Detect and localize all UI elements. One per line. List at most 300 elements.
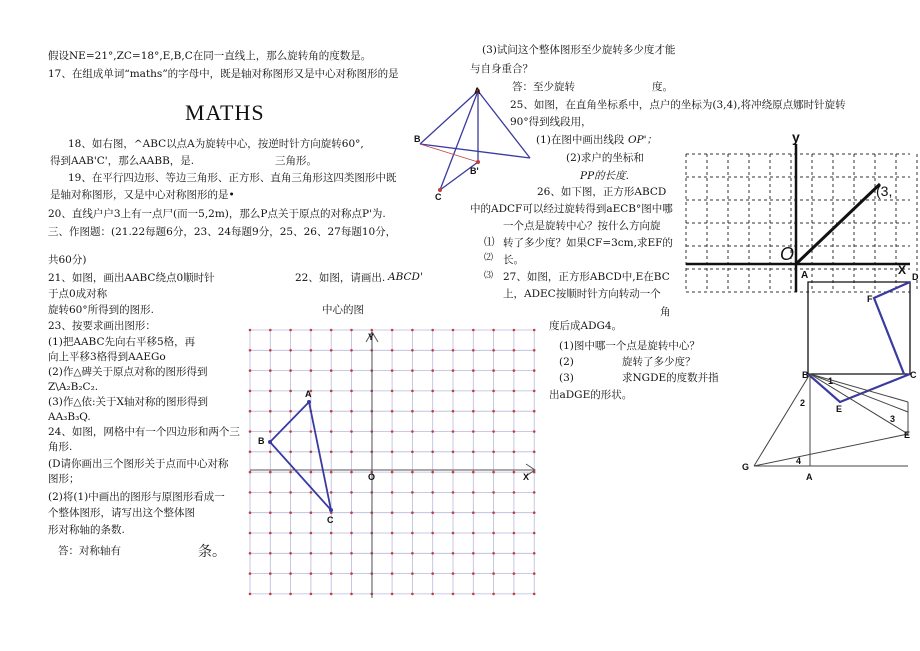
question-21-line2: 于点0成对称 bbox=[48, 288, 108, 300]
question-18-line2: 得到AAB'C'，那么AABB，是. bbox=[50, 155, 195, 167]
grid-dot bbox=[492, 552, 495, 555]
grid-dot bbox=[472, 471, 475, 474]
grid-dot bbox=[249, 451, 252, 454]
question-25-1-var: OP'； bbox=[628, 134, 658, 146]
grid-dot bbox=[350, 451, 353, 454]
grid-dot bbox=[330, 349, 333, 352]
grid-dot bbox=[533, 390, 536, 393]
grid-dot bbox=[289, 349, 292, 352]
grid-dot bbox=[492, 451, 495, 454]
label-x: X bbox=[898, 263, 907, 277]
grid-dot bbox=[411, 511, 414, 514]
question-24: 24、如图，网格中有一个四边形和两个三 bbox=[48, 426, 240, 438]
grid-dot bbox=[289, 552, 292, 555]
grid-dot bbox=[269, 552, 272, 555]
grid-dot bbox=[513, 491, 516, 494]
grid-dot bbox=[310, 451, 313, 454]
grid-dot bbox=[452, 552, 455, 555]
label-b: B bbox=[802, 370, 809, 380]
grid-dot bbox=[513, 532, 516, 535]
grid-dot bbox=[452, 593, 455, 596]
figure-23-grid bbox=[250, 330, 540, 602]
grid-dot bbox=[289, 491, 292, 494]
grid-dot bbox=[513, 593, 516, 596]
grid-dot bbox=[350, 491, 353, 494]
grid-dot bbox=[533, 511, 536, 514]
question-26d: 转了多少度？如果CF=3cm,求EF的 bbox=[503, 237, 673, 249]
label-a: A bbox=[801, 270, 809, 281]
grid-dot bbox=[411, 532, 414, 535]
grid-dot bbox=[472, 572, 475, 575]
label-a: A bbox=[806, 472, 813, 482]
answer-axes: 答：对称轴有 bbox=[58, 545, 121, 557]
grid-dot bbox=[330, 451, 333, 454]
grid-dot bbox=[310, 369, 313, 372]
grid-dot bbox=[289, 329, 292, 332]
grid-dot bbox=[533, 329, 536, 332]
grid-dot bbox=[533, 552, 536, 555]
grid-dot bbox=[533, 410, 536, 413]
grid-dot bbox=[269, 451, 272, 454]
grid-dot bbox=[269, 593, 272, 596]
label-e: E bbox=[904, 430, 911, 440]
grid-dot bbox=[350, 532, 353, 535]
label-o: O bbox=[780, 244, 795, 264]
grid-dot bbox=[472, 349, 475, 352]
grid-dot bbox=[431, 369, 434, 372]
grid-dot bbox=[350, 349, 353, 352]
grid-dot bbox=[452, 471, 455, 474]
grid-dot bbox=[472, 410, 475, 413]
grid-dot bbox=[452, 451, 455, 454]
grid-dot bbox=[492, 471, 495, 474]
grid-dot bbox=[492, 430, 495, 433]
grid-dot bbox=[452, 349, 455, 352]
grid-dot bbox=[289, 532, 292, 535]
grid-dot bbox=[330, 532, 333, 535]
grid-dot bbox=[513, 390, 516, 393]
grid-dot bbox=[330, 390, 333, 393]
point-b bbox=[268, 440, 272, 444]
question-27-3b: 出aDGE的形状。 bbox=[549, 389, 633, 401]
grid-dot bbox=[411, 349, 414, 352]
grid-dot bbox=[513, 329, 516, 332]
grid-dot bbox=[513, 451, 516, 454]
question-27b: 上，ADEC按顺时针方向转动一个 bbox=[503, 288, 661, 300]
grid-dot bbox=[249, 369, 252, 372]
grid-dot bbox=[411, 593, 414, 596]
grid-dot bbox=[472, 329, 475, 332]
grid-dot bbox=[431, 349, 434, 352]
grid-dot bbox=[310, 329, 313, 332]
grid-dot bbox=[391, 593, 394, 596]
grid-dot bbox=[411, 572, 414, 575]
label-o: O bbox=[368, 472, 376, 482]
grid-dot bbox=[310, 511, 313, 514]
question-27: 27、如图，正方形ABCD中,E在BC bbox=[503, 271, 670, 283]
question-18: 18、如右图，^ABC以点A为旋转中心，按逆时针方向旋转60°, bbox=[68, 138, 364, 150]
label-p: (3, bbox=[876, 183, 893, 199]
question-22-abcd: ABCD' bbox=[388, 271, 423, 283]
question-27c: 角 bbox=[660, 306, 671, 318]
grid-dot bbox=[310, 491, 313, 494]
grid-dot bbox=[310, 552, 313, 555]
grid-dot bbox=[472, 552, 475, 555]
label-e: E bbox=[836, 404, 843, 414]
answer-degree: 度。 bbox=[652, 81, 673, 93]
grid-dot bbox=[310, 532, 313, 535]
grid-dot bbox=[411, 369, 414, 372]
label-x: X bbox=[523, 472, 530, 482]
grid-dot bbox=[513, 572, 516, 575]
grid-dot bbox=[492, 593, 495, 596]
grid-dot bbox=[391, 349, 394, 352]
question-23-3: (3)作△依:关于X轴对称的图形得到 bbox=[48, 396, 208, 408]
grid-dot bbox=[391, 430, 394, 433]
grid-dot bbox=[350, 593, 353, 596]
edge-d-c2 bbox=[810, 374, 908, 412]
label-a: A bbox=[305, 389, 312, 399]
square-abcd bbox=[808, 282, 910, 374]
maths-word: MATHS bbox=[185, 100, 265, 125]
grid-dot bbox=[472, 369, 475, 372]
question-24-1b: 图形； bbox=[48, 473, 80, 485]
grid-dot bbox=[249, 511, 252, 514]
label-2: 2 bbox=[800, 398, 806, 408]
edge-a-b bbox=[420, 91, 478, 144]
grid-dot bbox=[269, 410, 272, 413]
grid-dot bbox=[249, 329, 252, 332]
question-23-1: (1)把AABC先向右平移5格，再 bbox=[48, 336, 196, 348]
question-27-2-num: (2) bbox=[559, 356, 574, 368]
edge-b-e bbox=[420, 144, 530, 158]
grid-dot bbox=[269, 471, 272, 474]
grid-dot bbox=[269, 532, 272, 535]
grid-dot bbox=[492, 349, 495, 352]
question-23-1b: 向上平移3格得到AAEGo bbox=[48, 351, 166, 363]
grid-dot bbox=[391, 451, 394, 454]
label-c: C bbox=[435, 192, 442, 202]
question-25b: 90°得到线段用， bbox=[510, 116, 592, 128]
question-27-2: 旋转了多少度？ bbox=[622, 356, 696, 368]
num-2: ⑵ bbox=[484, 253, 494, 263]
grid-dot bbox=[533, 593, 536, 596]
answer-rotate: 答：至少旋转 bbox=[512, 81, 575, 93]
grid-dot bbox=[431, 593, 434, 596]
grid-dot bbox=[269, 491, 272, 494]
question-23: 23、按要求画出图形： bbox=[48, 320, 156, 332]
label-y: Y bbox=[368, 332, 375, 342]
text-line: 假设NE=21°,ZC=18°,E,B,C在同一直线上，那么旋转角的度数是。 bbox=[48, 50, 372, 62]
question-25: 25、如图，在直角坐标系中，点户的坐标为(3,4),将冲绕原点娜时针旋转 bbox=[510, 99, 846, 111]
grid-dot bbox=[431, 451, 434, 454]
label-c: C bbox=[327, 515, 334, 525]
grid-dot bbox=[452, 572, 455, 575]
question-24-2: (2)将(1)中画出的图形与原图形看成一 bbox=[48, 491, 225, 503]
grid-lines bbox=[249, 329, 536, 596]
question-21-line3: 旋转60°所得到的图形. bbox=[48, 304, 154, 316]
label-b: B bbox=[258, 436, 265, 446]
axes bbox=[686, 144, 910, 292]
label-b1: B' bbox=[470, 166, 479, 176]
grid-dot bbox=[492, 369, 495, 372]
grid-dot bbox=[411, 329, 414, 332]
answer-unit: 条。 bbox=[198, 544, 226, 560]
grid-dot bbox=[513, 430, 516, 433]
grid-dot bbox=[533, 532, 536, 535]
grid-dot bbox=[249, 593, 252, 596]
question-20: 20、直线户户3上有一点尸(而一5,2m)，那么P点关于原点的对称点P'为. bbox=[48, 208, 386, 220]
grid-dot bbox=[289, 593, 292, 596]
grid-dot bbox=[492, 410, 495, 413]
grid-dot bbox=[492, 491, 495, 494]
label-b: B bbox=[414, 134, 421, 144]
grid-dot bbox=[431, 390, 434, 393]
grid-dot bbox=[411, 552, 414, 555]
grid-dot bbox=[249, 349, 252, 352]
grid-dot bbox=[371, 329, 374, 332]
grid-dot bbox=[330, 572, 333, 575]
grid-dot bbox=[289, 369, 292, 372]
grid-dot bbox=[431, 410, 434, 413]
grid-dot bbox=[330, 593, 333, 596]
grid-dot bbox=[249, 572, 252, 575]
grid-dot bbox=[391, 572, 394, 575]
grid-dot bbox=[249, 491, 252, 494]
grid-dot bbox=[452, 369, 455, 372]
question-22-line2: 中心的图 bbox=[322, 304, 364, 316]
section-3-title: 三、作图题：(21.22每题6分，23、24每题9分，25、26、27每题10分， bbox=[48, 226, 397, 238]
label-y: y bbox=[792, 129, 800, 145]
grid-dot bbox=[350, 572, 353, 575]
grid-dot bbox=[533, 369, 536, 372]
grid-dot bbox=[533, 572, 536, 575]
edge-b-b1 bbox=[420, 144, 478, 162]
grid-dot bbox=[431, 511, 434, 514]
label-g: G bbox=[742, 462, 750, 472]
grid-dot bbox=[452, 511, 455, 514]
grid-dot bbox=[431, 430, 434, 433]
grid-dot bbox=[269, 349, 272, 352]
grid-dot bbox=[330, 552, 333, 555]
grid-dot bbox=[411, 390, 414, 393]
figure-27 bbox=[740, 372, 920, 492]
grid-dot bbox=[269, 430, 272, 433]
figure-25 bbox=[684, 130, 920, 295]
grid-dot bbox=[391, 532, 394, 535]
triangle-dcf bbox=[874, 282, 910, 374]
grid-dot bbox=[330, 471, 333, 474]
grid-dot bbox=[350, 552, 353, 555]
grid-dot bbox=[411, 471, 414, 474]
grid-dot bbox=[411, 451, 414, 454]
grid-dot bbox=[269, 329, 272, 332]
grid-dot bbox=[391, 329, 394, 332]
grid-dot bbox=[533, 430, 536, 433]
grid-dot bbox=[492, 511, 495, 514]
grid-dot bbox=[513, 511, 516, 514]
question-25-3: PP的长度. bbox=[580, 170, 629, 182]
question-18-line3: 三角形。 bbox=[275, 155, 317, 167]
edge-g-e bbox=[754, 434, 908, 466]
grid-dot bbox=[431, 552, 434, 555]
label-a: A bbox=[474, 86, 481, 96]
grid-dot bbox=[513, 410, 516, 413]
grid-dot bbox=[472, 593, 475, 596]
triangle-abc bbox=[270, 402, 331, 510]
edge-d-e bbox=[810, 374, 908, 434]
grid-dot bbox=[249, 471, 252, 474]
grid-dot bbox=[289, 451, 292, 454]
grid-dot bbox=[289, 572, 292, 575]
question-24b: 角形. bbox=[48, 441, 73, 453]
question-25-1: (1)在图中画出线段 bbox=[536, 134, 625, 146]
grid-dot bbox=[289, 511, 292, 514]
grid-dot bbox=[289, 390, 292, 393]
question-26: 26、如下图，正方形ABCD bbox=[537, 186, 667, 198]
label-3: 3 bbox=[890, 414, 896, 424]
label-f: F bbox=[867, 294, 873, 304]
grid-dot bbox=[452, 410, 455, 413]
grid-dot bbox=[492, 532, 495, 535]
question-25-2: (2)求户的坐标和 bbox=[566, 152, 644, 164]
point-a bbox=[307, 400, 311, 404]
question-23-2: (2)作△碑关于原点对称的图形得到 bbox=[48, 366, 208, 378]
question-23-2b: Z\A₂B₂C₂. bbox=[48, 381, 99, 393]
grid-dot bbox=[249, 552, 252, 555]
grid-dot bbox=[431, 532, 434, 535]
figure-18 bbox=[414, 82, 498, 202]
grid-dot bbox=[350, 430, 353, 433]
grid-dot bbox=[350, 511, 353, 514]
grid-dot bbox=[391, 369, 394, 372]
grid-dot bbox=[533, 451, 536, 454]
edge-c-d bbox=[810, 374, 908, 402]
grid-dot bbox=[452, 390, 455, 393]
grid-dot bbox=[289, 471, 292, 474]
grid-dot bbox=[492, 329, 495, 332]
grid-dot bbox=[310, 349, 313, 352]
num-3: ⑶ bbox=[484, 271, 494, 281]
grid-dot bbox=[350, 369, 353, 372]
question-22: 22、如图，请画出. bbox=[295, 272, 386, 284]
question-21: 21、如图，画出AABC绕点0顺时针 bbox=[48, 272, 215, 284]
grid-dot bbox=[391, 390, 394, 393]
edge-g-d bbox=[754, 374, 810, 466]
grid-dot bbox=[350, 471, 353, 474]
question-24-3: (3)试问这个整体图形至少旋转多少度才能 bbox=[482, 44, 676, 56]
question-26b: 中的ADCF可以经过旋转得到aECB°图中哪 bbox=[470, 203, 673, 215]
grid-dot bbox=[350, 329, 353, 332]
label-c: C bbox=[910, 370, 917, 380]
point-b1 bbox=[476, 160, 480, 164]
grid-dot bbox=[249, 532, 252, 535]
label-1: 1 bbox=[828, 376, 834, 386]
grid-dot bbox=[472, 491, 475, 494]
grid-dot bbox=[330, 329, 333, 332]
grid-dot bbox=[289, 430, 292, 433]
grid-dot bbox=[492, 572, 495, 575]
grid-dot bbox=[533, 349, 536, 352]
label-d: D bbox=[912, 272, 919, 282]
question-19-line2: 是轴对称图形，又是中心对称图形的是• bbox=[50, 189, 235, 201]
question-24-3b: 与自身重合？ bbox=[470, 63, 533, 75]
label-4: 4 bbox=[796, 456, 802, 466]
grid-dot bbox=[472, 532, 475, 535]
question-24-2b: 个整体图形，请写出这个整体图 bbox=[48, 507, 195, 519]
grid-dot bbox=[269, 369, 272, 372]
question-24-2c: 形对称轴的条数. bbox=[48, 524, 125, 536]
grid-dot bbox=[472, 430, 475, 433]
grid-dot bbox=[269, 511, 272, 514]
grid-dot bbox=[350, 390, 353, 393]
grid-dot bbox=[249, 430, 252, 433]
grid-dot bbox=[533, 491, 536, 494]
grid-dot bbox=[310, 593, 313, 596]
question-27-1: (1)图中哪一个点是旋转中心？ bbox=[559, 340, 700, 352]
grid-dot bbox=[249, 390, 252, 393]
grid-dot bbox=[391, 552, 394, 555]
grid-dot bbox=[391, 491, 394, 494]
question-26c: 一个点是旋转中心？按什么方向旋 bbox=[503, 220, 661, 232]
grid-dot bbox=[431, 491, 434, 494]
question-24-1: (D请你画出三个图形关于点而中心对称 bbox=[48, 458, 229, 470]
grid-dot bbox=[391, 511, 394, 514]
question-27-3: 求NGDE的度数并指 bbox=[622, 372, 719, 384]
grid-dot bbox=[330, 369, 333, 372]
grid-dot bbox=[472, 390, 475, 393]
grid-dot bbox=[269, 572, 272, 575]
grid-dot bbox=[431, 329, 434, 332]
grid-dot bbox=[513, 369, 516, 372]
grid-dot bbox=[472, 511, 475, 514]
question-19: 19、在平行四边形、等边三角形、正方形、直角三角形这四类图形中既 bbox=[68, 172, 397, 184]
total-points: 共60分) bbox=[48, 254, 87, 266]
grid-dot bbox=[513, 552, 516, 555]
grid-dot bbox=[431, 572, 434, 575]
question-27-3-num: (3) bbox=[559, 372, 574, 384]
grid-dot bbox=[310, 572, 313, 575]
grid-dot bbox=[391, 471, 394, 474]
question-17: 17、在组成单词“maths”的字母中，既是轴对称图形又是中心对称图形的是 bbox=[48, 68, 399, 80]
point-c bbox=[329, 508, 333, 512]
grid-dot bbox=[411, 430, 414, 433]
grid-dot bbox=[310, 471, 313, 474]
segment-op bbox=[796, 184, 880, 264]
grid-dot bbox=[330, 430, 333, 433]
grid-dot bbox=[472, 451, 475, 454]
grid-dot bbox=[513, 471, 516, 474]
grid-dot bbox=[492, 390, 495, 393]
grid-dot bbox=[391, 410, 394, 413]
question-23-3b: AA₃B₃Q. bbox=[48, 411, 91, 423]
grid-dot bbox=[452, 430, 455, 433]
grid-dot bbox=[411, 491, 414, 494]
question-26e: 长。 bbox=[503, 254, 524, 266]
grid-dot bbox=[289, 410, 292, 413]
grid-dot bbox=[350, 410, 353, 413]
grid-dot bbox=[330, 410, 333, 413]
question-27d: 度后成ADG4。 bbox=[549, 320, 623, 332]
grid-dot bbox=[330, 491, 333, 494]
grid-dot bbox=[452, 329, 455, 332]
grid-dot bbox=[310, 430, 313, 433]
grid-dot bbox=[411, 410, 414, 413]
grid-dot bbox=[452, 532, 455, 535]
grid-dot bbox=[249, 410, 252, 413]
figure-27-lines bbox=[754, 374, 911, 466]
grid-dot bbox=[269, 390, 272, 393]
